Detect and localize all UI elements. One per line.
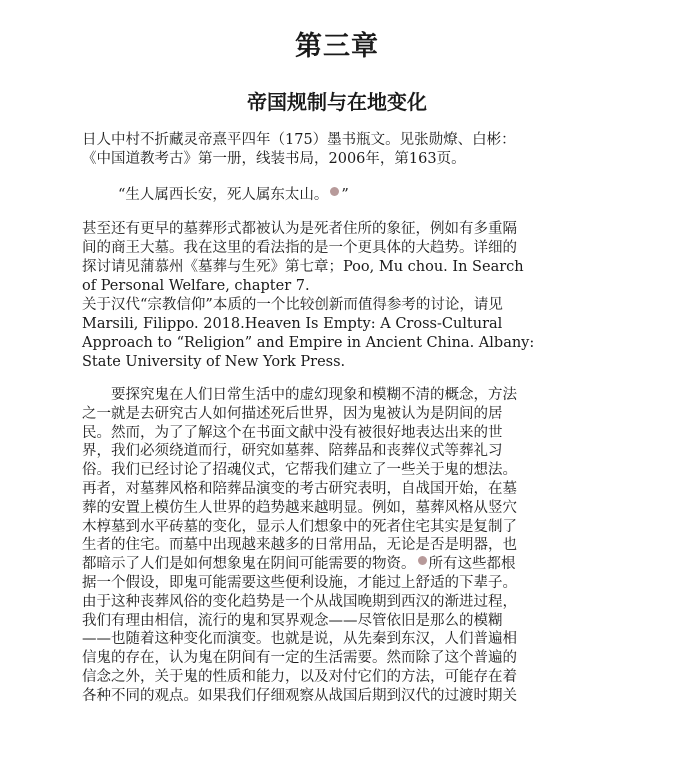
quote-text: “生人属西长安，死人属东太山。 bbox=[118, 187, 329, 203]
body-line: 民。然而，为了了解这个在书面文献中没有被很好地表达出来的世 bbox=[82, 424, 503, 441]
footnote-line: Marsili, Filippo. 2018.Heaven Is Empty: A Cross-Cultural bbox=[82, 316, 503, 332]
body-paragraph bbox=[82, 386, 594, 706]
chapter-title: 第三章 bbox=[295, 31, 379, 62]
footnote-line: 间的商王大墓。我在这里的看法指的是一个更具体的大趋势。详细的 bbox=[82, 240, 517, 256]
body-line: 界，我们必须绕道而行，研究如墓葬、陪葬品和丧葬仪式等葬礼习 bbox=[82, 443, 503, 460]
footnote-line: 日人中村不折藏灵帝熹平四年（175）墨书瓶文。见张勋燎、白彬： bbox=[82, 132, 516, 148]
body-line: ——也随着这种变化而演变。也就是说，从先秦到东汉，人们普遍相 bbox=[82, 631, 517, 648]
footnote-line: of Personal Welfare, chapter 7. bbox=[82, 278, 310, 294]
body-line: 俗。我们已经讨论了招魂仪式，它帮我们建立了一些关于鬼的想法。 bbox=[82, 462, 517, 479]
epigraph-quote bbox=[118, 183, 349, 204]
footnote-line: 《中国道教考古》第一册，线装书局，2006年，第163页。 bbox=[82, 151, 466, 167]
body-line: 再者，对墓葬风格和陪葬品演变的考古研究表明，自战国开始，在墓 bbox=[82, 480, 517, 497]
footnote-line: 探讨请见蒲慕州《墓葬与生死》第七章；Poo, Mu chou. In Search bbox=[82, 259, 524, 275]
body-line: 之一就是去研究古人如何描述死后世界，因为鬼被认为是阴间的居 bbox=[82, 405, 503, 422]
body-line: 葬的安置上模仿生人世界的趋势越来越明显。例如，墓葬风格从竖穴 bbox=[82, 499, 517, 516]
quote-close: ” bbox=[341, 187, 349, 203]
body-line: 各种不同的观点。如果我们仔细观察从战国后期到汉代的过渡时期关 bbox=[82, 687, 517, 704]
chapter-subtitle: 帝国规制与在地变化 bbox=[247, 90, 427, 114]
body-line: 木椁墓到水平砖墓的变化，显示人们想象中的死者住宅其实是复制了 bbox=[82, 518, 517, 535]
body-line: 我们有理由相信，流行的鬼和冥界观念——尽管依旧是那么的模糊 bbox=[82, 612, 503, 629]
note-marker-icon bbox=[330, 187, 339, 196]
body-line: 要探究鬼在人们日常生活中的虚幻现象和模糊不清的概念，方法 bbox=[82, 387, 517, 403]
body-line: 生者的住宅。而墓中出现越来越多的日常用品，无论是否是明器，也 bbox=[82, 537, 517, 554]
body-line bbox=[82, 555, 594, 574]
footnote-source bbox=[82, 131, 594, 169]
footnote-line: 甚至还有更早的墓葬形式都被认为是死者住所的象征，例如有多重隔 bbox=[82, 221, 517, 237]
footnote-line: 关于汉代“宗教信仰”本质的一个比较创新而值得参考的讨论，请见 bbox=[82, 297, 503, 313]
footnote-line: Approach to “Religion” and Empire in Ancient China. Albany: bbox=[82, 335, 535, 351]
body-line: 据一个假设，即鬼可能需要这些便利设施，才能过上舒适的下辈子。 bbox=[82, 574, 517, 591]
footnote-line: State University of New York Press. bbox=[82, 354, 346, 370]
body-line: 由于这种丧葬风俗的变化趋势是一个从战国晚期到西汉的渐进过程， bbox=[82, 593, 517, 610]
note-marker-icon bbox=[418, 556, 427, 565]
body-line: 信念之外，关于鬼的性质和能力，以及对付它们的方法，可能存在着 bbox=[82, 668, 517, 685]
body-line-tail: 所有这些都根 bbox=[428, 556, 516, 573]
footnote-block bbox=[82, 220, 594, 372]
body-line-text: 都暗示了人们是如何想象鬼在阴间可能需要的物资。 bbox=[82, 556, 416, 573]
body-line: 信鬼的存在，认为鬼在阴间有一定的生活需要。然而除了这个普遍的 bbox=[82, 650, 517, 667]
